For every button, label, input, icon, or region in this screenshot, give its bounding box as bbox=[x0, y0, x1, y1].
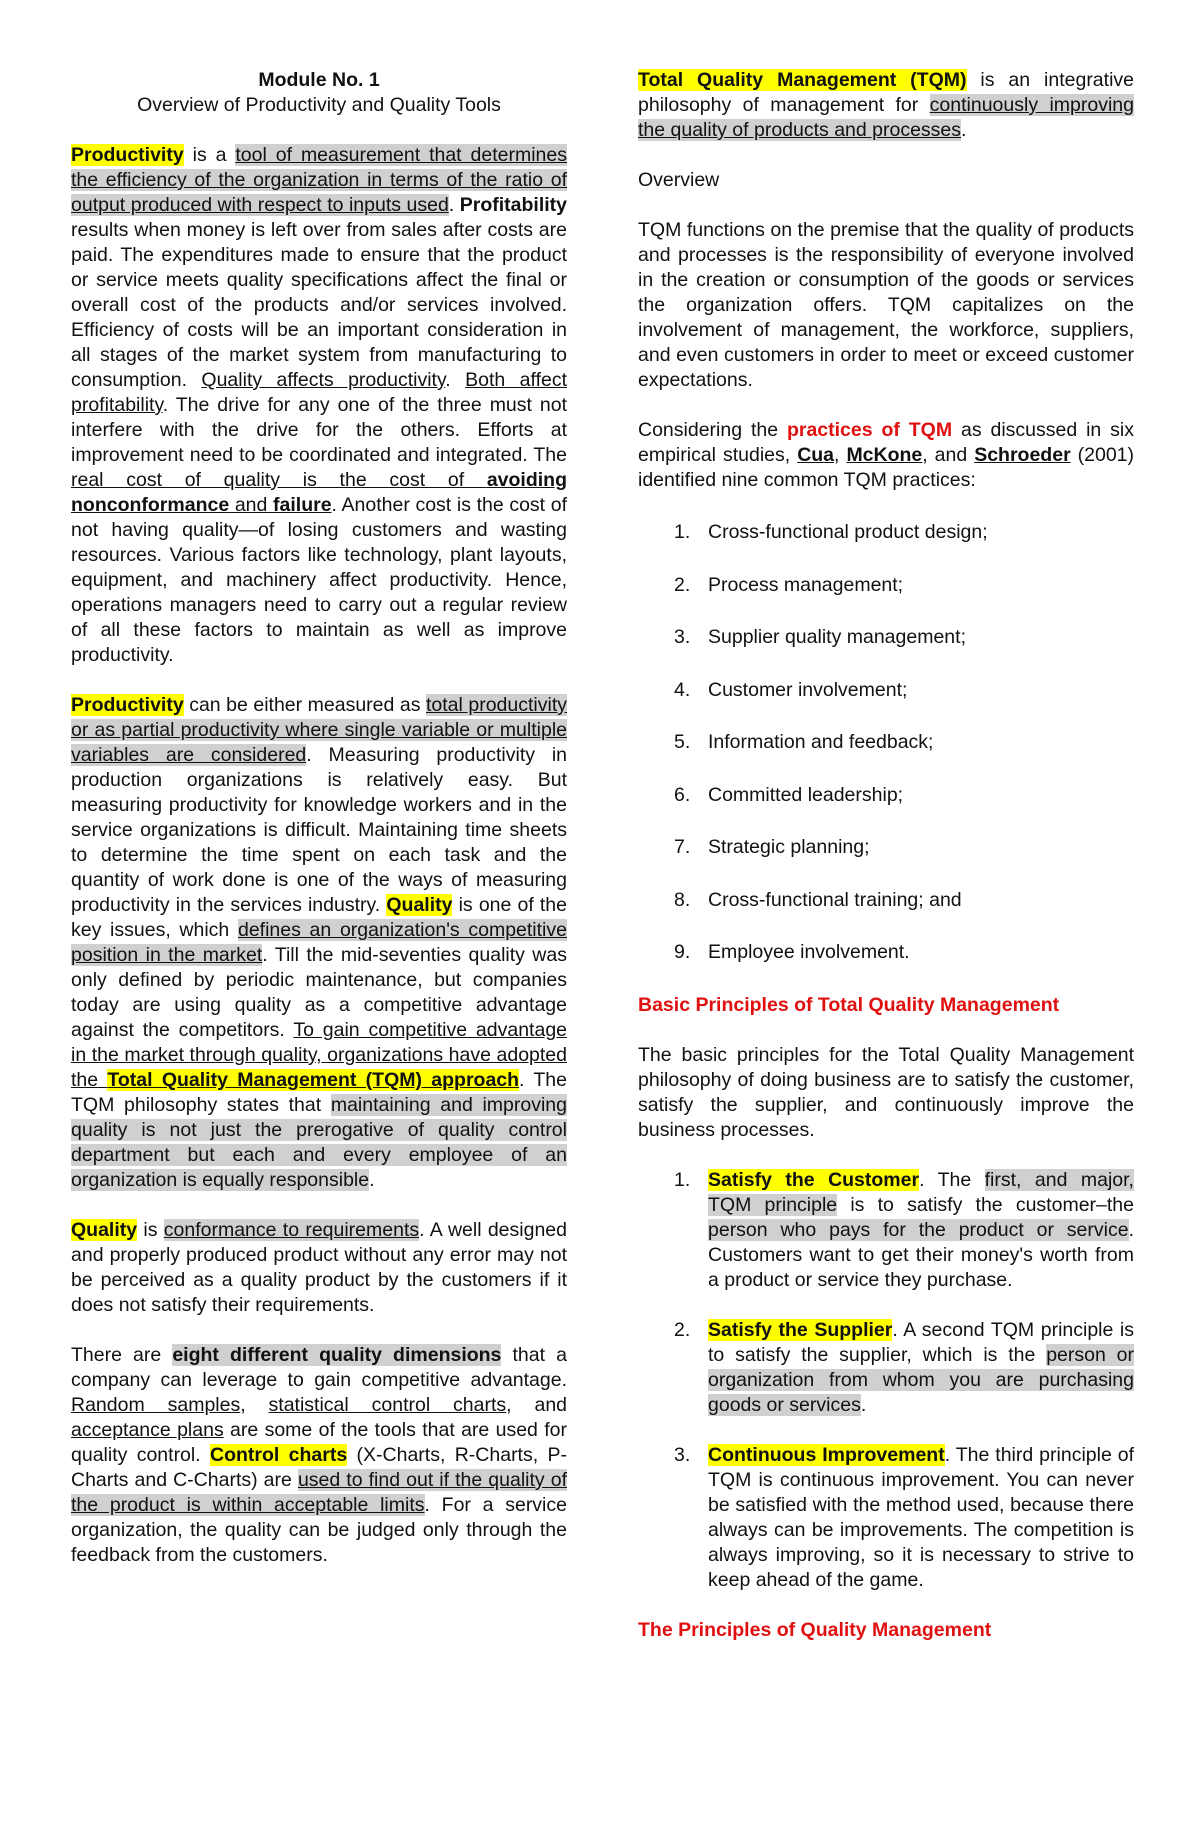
list-number: 4. bbox=[674, 678, 691, 701]
text-span: results when money is left over from sales after costs are paid. The expenditures made to ensure that the product or service meets quality specifications affect the final or overall cost of the products and/or services involved. Efficiency of costs will be an important consideration in all stages of the market system from manufacturing to consumption. bbox=[71, 219, 567, 391]
list-number: 3. bbox=[674, 1443, 691, 1466]
text-span: (X-Charts, R-Charts, P-Charts and C-Charts) are bbox=[71, 1444, 567, 1491]
list-item bbox=[638, 835, 1134, 860]
list-text: Customer involvement; bbox=[708, 678, 908, 701]
text-span: . The TQM philosophy states that bbox=[71, 1069, 567, 1116]
term-failure: failure bbox=[273, 494, 332, 516]
term-quality: Quality bbox=[71, 1219, 138, 1241]
basic-principles-heading: Basic Principles of Total Quality Management bbox=[638, 993, 1060, 1016]
list-item bbox=[638, 940, 1134, 965]
underline-real-cost: real cost of quality is the cost of bbox=[71, 469, 487, 491]
term-continuous-improvement: Continuous Improvement bbox=[708, 1443, 945, 1466]
list-item bbox=[638, 730, 1134, 755]
principles-list bbox=[638, 1168, 1134, 1593]
paragraph-measuring bbox=[71, 693, 567, 1193]
list-text: Employee involvement. bbox=[708, 941, 910, 963]
list-number: 1. bbox=[674, 521, 691, 543]
text-span: (2001) identified nine common TQM practices: bbox=[638, 444, 1135, 491]
text-span: and bbox=[229, 494, 274, 516]
underline-statistical-charts: statistical control charts bbox=[268, 1394, 507, 1416]
paragraph-dimensions bbox=[71, 1343, 567, 1568]
list-number: 3. bbox=[674, 626, 691, 648]
list-item bbox=[638, 520, 1134, 545]
text-span: . The third principle of TQM is continuous improvement. You can never be satisfied with the method used, because there always can be improvements. The competition is always improving, so it is necessary to strive to keep ahead of the game. bbox=[708, 1443, 1135, 1591]
text-span: , and bbox=[922, 444, 975, 466]
text-span: is an integrative philosophy of management for bbox=[638, 69, 1135, 116]
paragraph-considering bbox=[638, 418, 1134, 493]
term-profitability: Profitability bbox=[459, 194, 567, 216]
list-item bbox=[638, 783, 1134, 808]
overview-heading: Overview bbox=[638, 169, 720, 191]
module-subtitle: Overview of Productivity and Quality Tools bbox=[137, 94, 501, 116]
term-tqm: Total Quality Management (TQM) bbox=[638, 69, 967, 91]
principles-of-quality-heading: The Principles of Quality Management bbox=[638, 1618, 992, 1641]
term-tqm-approach: Total Quality Management (TQM) approach bbox=[107, 1069, 520, 1091]
highlight-acceptable-limits: used to find out if the quality of the product is within acceptable limits bbox=[71, 1469, 567, 1516]
list-item bbox=[638, 1443, 1134, 1593]
text-span: , and bbox=[506, 1394, 568, 1416]
text-span: is a bbox=[183, 144, 236, 166]
list-item bbox=[638, 1168, 1134, 1293]
highlight-competitive-position: defines an organization's competitive position in the market bbox=[71, 919, 567, 966]
highlight-continuously-improving: continuously improving the quality of products and processes bbox=[638, 94, 1135, 141]
text-span: . bbox=[369, 1169, 375, 1191]
paragraph-tqm-intro bbox=[638, 68, 1134, 143]
text-span: . bbox=[445, 369, 466, 391]
term-quality: Quality bbox=[386, 894, 453, 916]
practices-list bbox=[638, 520, 1134, 965]
list-item bbox=[638, 625, 1134, 650]
list-item bbox=[638, 1318, 1134, 1418]
list-text: Strategic planning; bbox=[708, 836, 870, 858]
highlight-total-productivity: total productivity or as partial productivity where single variable or multiple variables are considered bbox=[71, 694, 567, 766]
text-span: . A second TQM principle is to satisfy the supplier, which is the bbox=[708, 1318, 1134, 1366]
highlight-definition: tool of measurement that determines the efficiency of the organization in terms of the ratio of output produced with respect to inputs used bbox=[71, 144, 567, 216]
list-text: Process management; bbox=[708, 573, 904, 596]
text-span: that a company can leverage to gain competitive advantage. bbox=[71, 1344, 567, 1391]
list-item bbox=[638, 888, 1134, 913]
paragraph-quality bbox=[71, 1218, 567, 1318]
author-mckone: McKone bbox=[846, 444, 923, 466]
module-title: Module No. 1 bbox=[258, 69, 380, 91]
text-span: . The bbox=[919, 1168, 985, 1191]
highlight-person-or-organization: person or organization from whom you are purchasing goods or services bbox=[708, 1343, 1134, 1416]
list-text: Information and feedback; bbox=[708, 731, 934, 753]
text-span: . Measuring productivity in production organizations is relatively easy. But measuring productivity for knowledge workers and in the service organizations is difficult. Maintaining time sheets to determine the time spent on each task and the quantity of work done is one of the ways of measuring productivity in the services industry. bbox=[71, 744, 567, 916]
paragraph-overview: TQM functions on the premise that the quality of products and processes is the responsibility of everyone involved in the creation or consumption of the goods or services the organization offers. TQM capitalizes on the involvement of management, the workforce, suppliers, and even customers in order to meet or exceed customer expectations. bbox=[638, 219, 1134, 391]
term-control-charts: Control charts bbox=[210, 1444, 348, 1466]
text-span: are some of the tools that are used for quality control. bbox=[71, 1419, 567, 1466]
list-number: 1. bbox=[674, 1168, 691, 1191]
text-span: . bbox=[860, 1393, 867, 1416]
list-number: 6. bbox=[674, 783, 691, 806]
term-practices-of-tqm: practices of TQM bbox=[786, 419, 953, 441]
list-text: Supplier quality management; bbox=[708, 626, 966, 648]
text-span: . bbox=[448, 194, 460, 216]
text-span: . For a service organization, the quality can be judged only through the feedback from the customers. bbox=[71, 1494, 567, 1566]
underline-quality-affects: Quality affects productivity bbox=[201, 369, 446, 391]
right-column bbox=[638, 68, 1134, 1643]
underline-acceptance-plans: acceptance plans bbox=[71, 1419, 224, 1441]
highlight-eight-dimensions: eight different quality dimensions bbox=[172, 1344, 502, 1366]
text-span: is bbox=[137, 1219, 164, 1241]
list-text: Committed leadership; bbox=[708, 783, 904, 806]
text-span: . Till the mid-seventies quality was only defined by periodic maintenance, but companies today are using quality as a competitive advantage against the competitors. bbox=[71, 944, 567, 1041]
text-span: . A well designed and properly produced product without any error may not be perceived as a quality product by the customers if it does not satisfy their requirements. bbox=[71, 1219, 567, 1316]
list-number: 2. bbox=[674, 573, 691, 596]
left-column bbox=[71, 68, 567, 1568]
term-productivity: Productivity bbox=[71, 694, 184, 716]
list-item bbox=[638, 678, 1134, 703]
underline-random-samples: Random samples bbox=[71, 1394, 241, 1416]
text-span: can be either measured as bbox=[183, 694, 426, 716]
text-span: as discussed in six empirical studies, bbox=[638, 419, 1134, 466]
highlight-conformance: conformance to requirements bbox=[163, 1219, 420, 1241]
list-text: Cross-functional product design; bbox=[708, 521, 988, 543]
list-number: 7. bbox=[674, 836, 691, 858]
text-span: . Customers want to get their money's worth from a product or service they purchase. bbox=[708, 1218, 1134, 1291]
paragraph-productivity bbox=[71, 143, 567, 668]
author-schroeder: Schroeder bbox=[974, 444, 1071, 466]
text-span: is to satisfy the customer–the bbox=[837, 1193, 1134, 1216]
term-satisfy-supplier: Satisfy the Supplier bbox=[708, 1318, 893, 1341]
term-productivity: Productivity bbox=[71, 144, 184, 166]
paragraph-basic-principles: The basic principles for the Total Quality Management philosophy of doing business are to satisfy the customer, satisfy the supplier, and continuously improve the business processes. bbox=[638, 1043, 1134, 1141]
highlight-first-principle: first, and major, TQM principle bbox=[708, 1168, 1134, 1216]
list-number: 8. bbox=[674, 888, 691, 911]
text-span: , bbox=[240, 1394, 269, 1416]
underline-competitive-advantage: To gain competitive advantage in the market through quality, organizations have adopted the bbox=[71, 1019, 568, 1091]
text-span: There are bbox=[71, 1344, 173, 1366]
term-avoiding-nonconformance: avoiding nonconformance bbox=[71, 469, 567, 516]
underline-both-affect: Both affect profitability bbox=[71, 369, 567, 416]
author-cua: Cua bbox=[797, 444, 835, 466]
text-span: is one of the key issues, which bbox=[71, 894, 567, 941]
text-span: . bbox=[961, 119, 967, 141]
text-span: , bbox=[834, 444, 847, 466]
list-number: 9. bbox=[674, 941, 691, 963]
text-span: Considering the bbox=[638, 419, 787, 441]
list-number: 2. bbox=[674, 1318, 691, 1341]
list-item bbox=[638, 573, 1134, 598]
term-satisfy-customer: Satisfy the Customer bbox=[708, 1168, 920, 1191]
list-text: Cross-functional training; and bbox=[708, 888, 962, 911]
text-span: . Another cost is the cost of not having quality—of losing customers and wasting resources. Various factors like technology, plant layouts, equipment, and machinery affect productivity. Hence, operations managers need to carry out a regular review of all these factors to maintain as well as improve productivity. bbox=[71, 494, 568, 666]
highlight-equally-responsible: maintaining and improving quality is not just the prerogative of quality control department but each and every employee of an organization is equally responsible bbox=[71, 1094, 567, 1191]
highlight-person-who-pays: person who pays for the product or service bbox=[708, 1218, 1129, 1241]
list-number: 5. bbox=[674, 731, 691, 753]
text-span: . The drive for any one of the three must not interfere with the drive for the others. Efforts at improvement need to be coordinated and integrated. The bbox=[71, 394, 567, 466]
